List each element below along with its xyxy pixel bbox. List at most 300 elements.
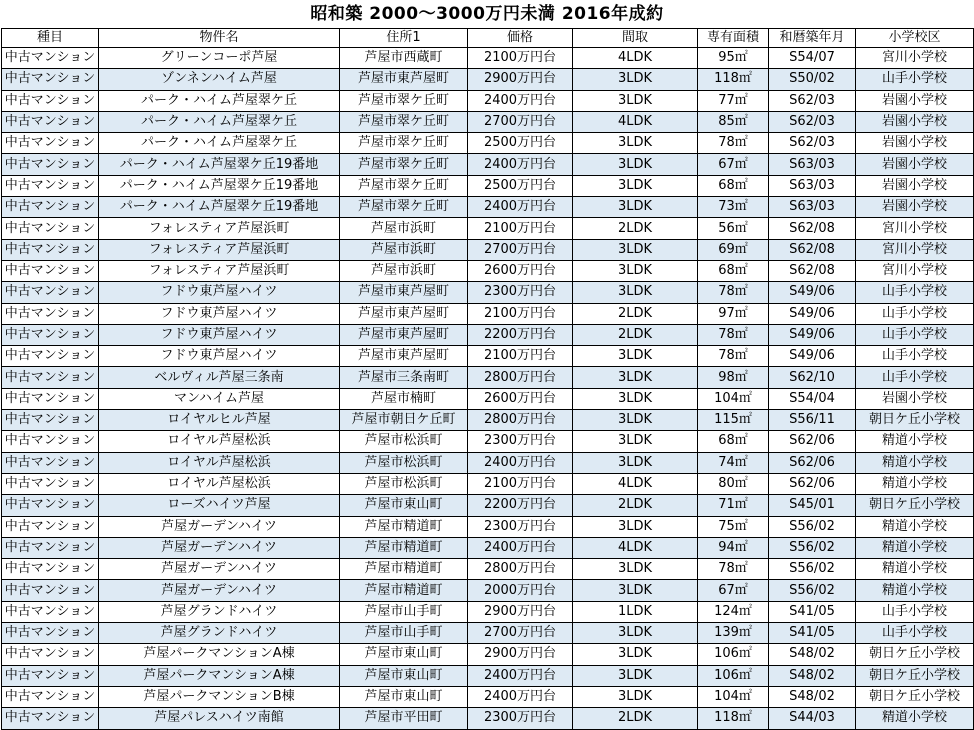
cell-property-name[interactable]: マンハイム芦屋 — [99, 388, 340, 409]
cell-price[interactable]: 2800万円台 — [468, 367, 573, 388]
table-row — [2, 473, 974, 494]
cell-property-name[interactable]: 芦屋グランドハイツ — [99, 601, 340, 622]
cell-property-name[interactable]: 芦屋ガーデンハイツ — [99, 559, 340, 580]
table-row — [2, 559, 974, 580]
cell-area[interactable]: 78㎡ — [698, 559, 769, 580]
cell-property-name[interactable]: フドウ東芦屋ハイツ — [99, 303, 340, 324]
cell-school-district[interactable]: 岩園小学校 — [856, 111, 974, 132]
cell-layout[interactable]: 3LDK — [573, 559, 698, 580]
cell-price[interactable]: 2900万円台 — [468, 601, 573, 622]
cell-layout[interactable]: 3LDK — [573, 665, 698, 686]
cell-kind[interactable]: 中古マンション — [2, 580, 99, 601]
cell-property-name[interactable]: ロイヤルヒル芦屋 — [99, 410, 340, 431]
table-row — [2, 218, 974, 239]
cell-kind[interactable]: 中古マンション — [2, 686, 99, 707]
cell-built-date[interactable]: S62/03 — [769, 90, 856, 111]
cell-kind[interactable]: 中古マンション — [2, 623, 99, 644]
cell-property-name[interactable]: ロイヤル芦屋松浜 — [99, 473, 340, 494]
cell-built-date[interactable]: S56/11 — [769, 410, 856, 431]
cell-area[interactable]: 73㎡ — [698, 197, 769, 218]
cell-area[interactable]: 95㎡ — [698, 48, 769, 69]
table-row — [2, 665, 974, 686]
cell-kind[interactable]: 中古マンション — [2, 495, 99, 516]
cell-area[interactable]: 68㎡ — [698, 260, 769, 281]
cell-property-name[interactable]: フドウ東芦屋ハイツ — [99, 346, 340, 367]
cell-property-name[interactable]: フォレスティア芦屋浜町 — [99, 218, 340, 239]
cell-kind[interactable]: 中古マンション — [2, 516, 99, 537]
cell-area[interactable]: 67㎡ — [698, 580, 769, 601]
cell-layout[interactable]: 3LDK — [573, 388, 698, 409]
cell-school-district[interactable]: 朝日ケ丘小学校 — [856, 495, 974, 516]
cell-price[interactable]: 2900万円台 — [468, 644, 573, 665]
cell-built-date[interactable]: S41/05 — [769, 623, 856, 644]
cell-school-district[interactable]: 朝日ケ丘小学校 — [856, 665, 974, 686]
cell-price[interactable]: 2700万円台 — [468, 239, 573, 260]
cell-area[interactable]: 78㎡ — [698, 324, 769, 345]
cell-kind[interactable]: 中古マンション — [2, 367, 99, 388]
cell-property-name[interactable]: 芦屋ガーデンハイツ — [99, 537, 340, 558]
cell-built-date[interactable]: S54/04 — [769, 388, 856, 409]
table-body — [2, 48, 974, 730]
cell-kind[interactable]: 中古マンション — [2, 282, 99, 303]
table-row — [2, 260, 974, 281]
column-header-property-name[interactable]: 物件名 — [99, 29, 340, 48]
cell-property-name[interactable]: 芦屋ガーデンハイツ — [99, 580, 340, 601]
cell-school-district[interactable]: 岩園小学校 — [856, 175, 974, 196]
cell-kind[interactable]: 中古マンション — [2, 175, 99, 196]
cell-address[interactable]: 芦屋市精道町 — [340, 580, 468, 601]
cell-address[interactable]: 芦屋市東芦屋町 — [340, 303, 468, 324]
cell-built-date[interactable]: S50/02 — [769, 69, 856, 90]
cell-kind[interactable]: 中古マンション — [2, 601, 99, 622]
cell-address[interactable]: 芦屋市精道町 — [340, 537, 468, 558]
cell-property-name[interactable]: フォレスティア芦屋浜町 — [99, 260, 340, 281]
cell-area[interactable]: 69㎡ — [698, 239, 769, 260]
cell-layout[interactable]: 3LDK — [573, 516, 698, 537]
table-row — [2, 388, 974, 409]
cell-area[interactable]: 115㎡ — [698, 410, 769, 431]
cell-school-district[interactable]: 宮川小学校 — [856, 239, 974, 260]
cell-built-date[interactable]: S62/06 — [769, 473, 856, 494]
cell-kind[interactable]: 中古マンション — [2, 111, 99, 132]
cell-address[interactable]: 芦屋市東山町 — [340, 686, 468, 707]
cell-school-district[interactable]: 岩園小学校 — [856, 154, 974, 175]
cell-price[interactable]: 2900万円台 — [468, 69, 573, 90]
sheet-title: 昭和築 2000〜3000万円未満 2016年成約 — [310, 4, 664, 24]
cell-school-district[interactable]: 岩園小学校 — [856, 90, 974, 111]
table-row — [2, 48, 974, 69]
cell-address[interactable]: 芦屋市翠ケ丘町 — [340, 175, 468, 196]
table-row — [2, 580, 974, 601]
cell-school-district[interactable]: 岩園小学校 — [856, 388, 974, 409]
cell-address[interactable]: 芦屋市東山町 — [340, 644, 468, 665]
cell-built-date[interactable]: S49/06 — [769, 346, 856, 367]
table-row — [2, 410, 974, 431]
table-row — [2, 686, 974, 707]
cell-built-date[interactable]: S62/08 — [769, 218, 856, 239]
cell-price[interactable]: 2100万円台 — [468, 48, 573, 69]
cell-address[interactable]: 芦屋市東芦屋町 — [340, 346, 468, 367]
column-header-kind[interactable]: 種目 — [2, 29, 99, 48]
cell-price[interactable]: 2300万円台 — [468, 431, 573, 452]
column-header-price[interactable]: 価格 — [468, 29, 573, 48]
cell-layout[interactable]: 4LDK — [573, 473, 698, 494]
cell-price[interactable]: 2500万円台 — [468, 133, 573, 154]
cell-address[interactable]: 芦屋市精道町 — [340, 559, 468, 580]
cell-kind[interactable]: 中古マンション — [2, 324, 99, 345]
table-row — [2, 197, 974, 218]
table-row — [2, 133, 974, 154]
table-row — [2, 239, 974, 260]
cell-kind[interactable]: 中古マンション — [2, 239, 99, 260]
cell-layout[interactable]: 3LDK — [573, 90, 698, 111]
cell-property-name[interactable]: ローズハイツ芦屋 — [99, 495, 340, 516]
cell-built-date[interactable]: S62/03 — [769, 111, 856, 132]
cell-address[interactable]: 芦屋市東山町 — [340, 495, 468, 516]
cell-layout[interactable]: 3LDK — [573, 154, 698, 175]
cell-kind[interactable]: 中古マンション — [2, 431, 99, 452]
cell-property-name[interactable]: ロイヤル芦屋松浜 — [99, 431, 340, 452]
column-header-area[interactable]: 専有面積 — [698, 29, 769, 48]
cell-price[interactable]: 2500万円台 — [468, 175, 573, 196]
cell-kind[interactable]: 中古マンション — [2, 69, 99, 90]
cell-kind[interactable]: 中古マンション — [2, 154, 99, 175]
column-header-built-date[interactable]: 和暦築年月 — [769, 29, 856, 48]
cell-area[interactable]: 67㎡ — [698, 154, 769, 175]
table-row — [2, 495, 974, 516]
cell-layout[interactable]: 2LDK — [573, 495, 698, 516]
cell-area[interactable]: 104㎡ — [698, 388, 769, 409]
cell-property-name[interactable]: 芦屋ガーデンハイツ — [99, 516, 340, 537]
cell-school-district[interactable]: 朝日ケ丘小学校 — [856, 410, 974, 431]
table-row — [2, 452, 974, 473]
cell-school-district[interactable]: 精道小学校 — [856, 537, 974, 558]
cell-area[interactable]: 106㎡ — [698, 644, 769, 665]
cell-price[interactable]: 2200万円台 — [468, 324, 573, 345]
cell-property-name[interactable]: 芦屋パークマンションB棟 — [99, 686, 340, 707]
cell-property-name[interactable]: 芦屋パレスハイツ南館 — [99, 708, 340, 729]
cell-built-date[interactable]: S62/06 — [769, 452, 856, 473]
cell-address[interactable]: 芦屋市東芦屋町 — [340, 324, 468, 345]
cell-layout[interactable]: 3LDK — [573, 260, 698, 281]
cell-area[interactable]: 68㎡ — [698, 431, 769, 452]
cell-school-district[interactable]: 朝日ケ丘小学校 — [856, 644, 974, 665]
cell-area[interactable]: 77㎡ — [698, 90, 769, 111]
cell-price[interactable]: 2400万円台 — [468, 452, 573, 473]
cell-layout[interactable]: 4LDK — [573, 537, 698, 558]
cell-school-district[interactable]: 山手小学校 — [856, 324, 974, 345]
cell-kind[interactable]: 中古マンション — [2, 559, 99, 580]
cell-built-date[interactable]: S62/10 — [769, 367, 856, 388]
table-row — [2, 303, 974, 324]
cell-price[interactable]: 2100万円台 — [468, 303, 573, 324]
cell-address[interactable]: 芦屋市東芦屋町 — [340, 282, 468, 303]
column-header-layout[interactable]: 間取 — [573, 29, 698, 48]
table-row — [2, 537, 974, 558]
table-row — [2, 623, 974, 644]
cell-kind[interactable]: 中古マンション — [2, 708, 99, 729]
cell-price[interactable]: 2200万円台 — [468, 495, 573, 516]
cell-kind[interactable]: 中古マンション — [2, 537, 99, 558]
cell-kind[interactable]: 中古マンション — [2, 218, 99, 239]
cell-area[interactable]: 68㎡ — [698, 175, 769, 196]
cell-school-district[interactable]: 山手小学校 — [856, 601, 974, 622]
cell-built-date[interactable]: S56/02 — [769, 516, 856, 537]
cell-price[interactable]: 2100万円台 — [468, 473, 573, 494]
column-header-address[interactable]: 住所1 — [340, 29, 468, 48]
cell-price[interactable]: 2300万円台 — [468, 708, 573, 729]
cell-property-name[interactable]: ベルヴィル芦屋三条南 — [99, 367, 340, 388]
cell-built-date[interactable]: S63/03 — [769, 197, 856, 218]
table-row — [2, 324, 974, 345]
cell-school-district[interactable]: 岩園小学校 — [856, 133, 974, 154]
table-row — [2, 431, 974, 452]
cell-area[interactable]: 118㎡ — [698, 708, 769, 729]
cell-area[interactable]: 74㎡ — [698, 452, 769, 473]
cell-property-name[interactable]: ゾンネンハイム芦屋 — [99, 69, 340, 90]
cell-kind[interactable]: 中古マンション — [2, 452, 99, 473]
cell-price[interactable]: 2000万円台 — [468, 580, 573, 601]
cell-school-district[interactable]: 山手小学校 — [856, 282, 974, 303]
table-row — [2, 601, 974, 622]
cell-area[interactable]: 71㎡ — [698, 495, 769, 516]
cell-built-date[interactable]: S49/06 — [769, 282, 856, 303]
cell-layout[interactable]: 3LDK — [573, 133, 698, 154]
cell-layout[interactable]: 2LDK — [573, 303, 698, 324]
cell-layout[interactable]: 3LDK — [573, 686, 698, 707]
cell-layout[interactable]: 3LDK — [573, 410, 698, 431]
cell-kind[interactable]: 中古マンション — [2, 133, 99, 154]
cell-property-name[interactable]: フドウ東芦屋ハイツ — [99, 282, 340, 303]
cell-price[interactable]: 2800万円台 — [468, 559, 573, 580]
header-row — [2, 29, 974, 48]
cell-built-date[interactable]: S63/03 — [769, 154, 856, 175]
cell-price[interactable]: 2400万円台 — [468, 537, 573, 558]
cell-price[interactable]: 2600万円台 — [468, 260, 573, 281]
cell-layout[interactable]: 2LDK — [573, 218, 698, 239]
cell-layout[interactable]: 3LDK — [573, 580, 698, 601]
table-row — [2, 69, 974, 90]
cell-price[interactable]: 2400万円台 — [468, 154, 573, 175]
cell-property-name[interactable]: 芦屋グランドハイツ — [99, 623, 340, 644]
cell-area[interactable]: 139㎡ — [698, 623, 769, 644]
cell-built-date[interactable]: S48/02 — [769, 686, 856, 707]
cell-kind[interactable]: 中古マンション — [2, 644, 99, 665]
table-row — [2, 346, 974, 367]
cell-school-district[interactable]: 精道小学校 — [856, 473, 974, 494]
cell-school-district[interactable]: 精道小学校 — [856, 559, 974, 580]
cell-address[interactable]: 芦屋市精道町 — [340, 516, 468, 537]
cell-built-date[interactable]: S48/02 — [769, 665, 856, 686]
cell-built-date[interactable]: S54/07 — [769, 48, 856, 69]
cell-area[interactable]: 104㎡ — [698, 686, 769, 707]
listings-table — [1, 28, 974, 730]
cell-property-name[interactable]: 芦屋パークマンションA棟 — [99, 644, 340, 665]
cell-address[interactable]: 芦屋市山手町 — [340, 601, 468, 622]
cell-built-date[interactable]: S62/08 — [769, 260, 856, 281]
cell-area[interactable]: 118㎡ — [698, 69, 769, 90]
cell-layout[interactable]: 3LDK — [573, 69, 698, 90]
cell-address[interactable]: 芦屋市翠ケ丘町 — [340, 133, 468, 154]
cell-school-district[interactable]: 宮川小学校 — [856, 260, 974, 281]
cell-area[interactable]: 85㎡ — [698, 111, 769, 132]
table-row — [2, 367, 974, 388]
cell-price[interactable]: 2100万円台 — [468, 218, 573, 239]
cell-price[interactable]: 2300万円台 — [468, 516, 573, 537]
cell-property-name[interactable]: 芦屋パークマンションA棟 — [99, 665, 340, 686]
cell-kind[interactable]: 中古マンション — [2, 260, 99, 281]
cell-layout[interactable]: 3LDK — [573, 346, 698, 367]
cell-price[interactable]: 2700万円台 — [468, 111, 573, 132]
cell-area[interactable]: 75㎡ — [698, 516, 769, 537]
table-row — [2, 708, 974, 729]
cell-property-name[interactable]: パーク・ハイム芦屋翠ケ丘19番地 — [99, 175, 340, 196]
cell-property-name[interactable]: ロイヤル芦屋松浜 — [99, 452, 340, 473]
cell-kind[interactable]: 中古マンション — [2, 197, 99, 218]
cell-property-name[interactable]: パーク・ハイム芦屋翠ケ丘 — [99, 133, 340, 154]
cell-kind[interactable]: 中古マンション — [2, 48, 99, 69]
cell-price[interactable]: 2400万円台 — [468, 90, 573, 111]
cell-built-date[interactable]: S48/02 — [769, 644, 856, 665]
cell-address[interactable]: 芦屋市東芦屋町 — [340, 69, 468, 90]
cell-built-date[interactable]: S63/03 — [769, 175, 856, 196]
cell-school-district[interactable]: 精道小学校 — [856, 516, 974, 537]
cell-price[interactable]: 2100万円台 — [468, 346, 573, 367]
cell-kind[interactable]: 中古マンション — [2, 665, 99, 686]
cell-address[interactable]: 芦屋市松浜町 — [340, 452, 468, 473]
cell-built-date[interactable]: S56/02 — [769, 537, 856, 558]
cell-address[interactable]: 芦屋市浜町 — [340, 218, 468, 239]
cell-built-date[interactable]: S41/05 — [769, 601, 856, 622]
cell-address[interactable]: 芦屋市山手町 — [340, 623, 468, 644]
cell-address[interactable]: 芦屋市翠ケ丘町 — [340, 197, 468, 218]
cell-school-district[interactable]: 朝日ケ丘小学校 — [856, 686, 974, 707]
cell-address[interactable]: 芦屋市浜町 — [340, 260, 468, 281]
cell-school-district[interactable]: 山手小学校 — [856, 623, 974, 644]
cell-layout[interactable]: 3LDK — [573, 367, 698, 388]
cell-address[interactable]: 芦屋市西蔵町 — [340, 48, 468, 69]
cell-address[interactable]: 芦屋市三条南町 — [340, 367, 468, 388]
cell-area[interactable]: 78㎡ — [698, 133, 769, 154]
cell-school-district[interactable]: 精道小学校 — [856, 452, 974, 473]
cell-layout[interactable]: 4LDK — [573, 111, 698, 132]
cell-school-district[interactable]: 山手小学校 — [856, 367, 974, 388]
cell-layout[interactable]: 3LDK — [573, 452, 698, 473]
cell-school-district[interactable]: 宮川小学校 — [856, 218, 974, 239]
cell-layout[interactable]: 3LDK — [573, 623, 698, 644]
cell-school-district[interactable]: 山手小学校 — [856, 303, 974, 324]
cell-school-district[interactable]: 精道小学校 — [856, 431, 974, 452]
cell-address[interactable]: 芦屋市松浜町 — [340, 431, 468, 452]
cell-kind[interactable]: 中古マンション — [2, 388, 99, 409]
cell-price[interactable]: 2300万円台 — [468, 282, 573, 303]
cell-built-date[interactable]: S62/06 — [769, 431, 856, 452]
table-row — [2, 111, 974, 132]
table-row — [2, 154, 974, 175]
cell-area[interactable]: 78㎡ — [698, 282, 769, 303]
cell-layout[interactable]: 3LDK — [573, 197, 698, 218]
cell-area[interactable]: 97㎡ — [698, 303, 769, 324]
cell-area[interactable]: 56㎡ — [698, 218, 769, 239]
cell-address[interactable]: 芦屋市翠ケ丘町 — [340, 111, 468, 132]
cell-kind[interactable]: 中古マンション — [2, 90, 99, 111]
cell-property-name[interactable]: パーク・ハイム芦屋翠ケ丘19番地 — [99, 154, 340, 175]
cell-school-district[interactable]: 山手小学校 — [856, 346, 974, 367]
cell-built-date[interactable]: S56/02 — [769, 580, 856, 601]
cell-property-name[interactable]: パーク・ハイム芦屋翠ケ丘 — [99, 111, 340, 132]
cell-built-date[interactable]: S49/06 — [769, 303, 856, 324]
cell-layout[interactable]: 3LDK — [573, 175, 698, 196]
cell-built-date[interactable]: S44/03 — [769, 708, 856, 729]
cell-area[interactable]: 78㎡ — [698, 346, 769, 367]
table-row — [2, 175, 974, 196]
cell-school-district[interactable]: 宮川小学校 — [856, 48, 974, 69]
table-row — [2, 516, 974, 537]
cell-address[interactable]: 芦屋市楠町 — [340, 388, 468, 409]
table-row — [2, 282, 974, 303]
cell-price[interactable]: 2400万円台 — [468, 665, 573, 686]
cell-address[interactable]: 芦屋市翠ケ丘町 — [340, 154, 468, 175]
cell-layout[interactable]: 3LDK — [573, 431, 698, 452]
cell-price[interactable]: 2400万円台 — [468, 686, 573, 707]
cell-built-date[interactable]: S45/01 — [769, 495, 856, 516]
cell-area[interactable]: 80㎡ — [698, 473, 769, 494]
cell-property-name[interactable]: パーク・ハイム芦屋翠ケ丘 — [99, 90, 340, 111]
cell-school-district[interactable]: 岩園小学校 — [856, 197, 974, 218]
cell-layout[interactable]: 1LDK — [573, 601, 698, 622]
cell-price[interactable]: 2700万円台 — [468, 623, 573, 644]
cell-school-district[interactable]: 精道小学校 — [856, 580, 974, 601]
cell-address[interactable]: 芦屋市松浜町 — [340, 473, 468, 494]
cell-property-name[interactable]: グリーンコーポ芦屋 — [99, 48, 340, 69]
cell-price[interactable]: 2400万円台 — [468, 197, 573, 218]
cell-area[interactable]: 98㎡ — [698, 367, 769, 388]
cell-price[interactable]: 2600万円台 — [468, 388, 573, 409]
cell-built-date[interactable]: S62/08 — [769, 239, 856, 260]
cell-layout[interactable]: 3LDK — [573, 282, 698, 303]
cell-layout[interactable]: 2LDK — [573, 324, 698, 345]
cell-address[interactable]: 芦屋市朝日ケ丘町 — [340, 410, 468, 431]
table-row — [2, 90, 974, 111]
cell-property-name[interactable]: フドウ東芦屋ハイツ — [99, 324, 340, 345]
cell-school-district[interactable]: 精道小学校 — [856, 708, 974, 729]
cell-layout[interactable]: 2LDK — [573, 708, 698, 729]
column-header-school-district[interactable]: 小学校区 — [856, 29, 974, 48]
cell-layout[interactable]: 3LDK — [573, 239, 698, 260]
cell-built-date[interactable]: S49/06 — [769, 324, 856, 345]
cell-kind[interactable]: 中古マンション — [2, 410, 99, 431]
cell-built-date[interactable]: S62/03 — [769, 133, 856, 154]
cell-kind[interactable]: 中古マンション — [2, 346, 99, 367]
cell-area[interactable]: 124㎡ — [698, 601, 769, 622]
cell-layout[interactable]: 4LDK — [573, 48, 698, 69]
cell-school-district[interactable]: 山手小学校 — [856, 69, 974, 90]
cell-address[interactable]: 芦屋市平田町 — [340, 708, 468, 729]
cell-property-name[interactable]: パーク・ハイム芦屋翠ケ丘19番地 — [99, 197, 340, 218]
cell-area[interactable]: 106㎡ — [698, 665, 769, 686]
cell-price[interactable]: 2800万円台 — [468, 410, 573, 431]
table-row — [2, 644, 974, 665]
cell-address[interactable]: 芦屋市翠ケ丘町 — [340, 90, 468, 111]
cell-address[interactable]: 芦屋市浜町 — [340, 239, 468, 260]
cell-area[interactable]: 94㎡ — [698, 537, 769, 558]
cell-address[interactable]: 芦屋市東山町 — [340, 665, 468, 686]
cell-kind[interactable]: 中古マンション — [2, 473, 99, 494]
cell-kind[interactable]: 中古マンション — [2, 303, 99, 324]
cell-property-name[interactable]: フォレスティア芦屋浜町 — [99, 239, 340, 260]
cell-built-date[interactable]: S56/02 — [769, 559, 856, 580]
cell-layout[interactable]: 3LDK — [573, 644, 698, 665]
